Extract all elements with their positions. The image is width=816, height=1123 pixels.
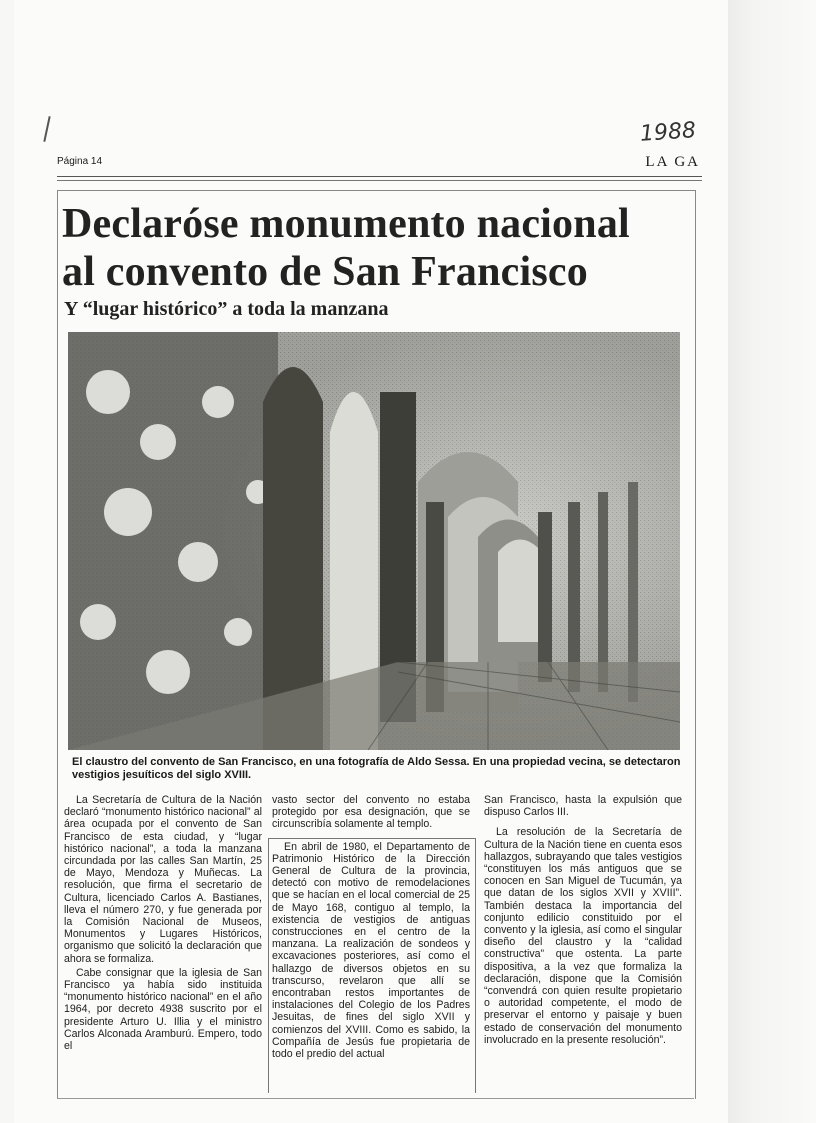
article-body <box>64 794 684 1094</box>
handwritten-year: 1988 <box>639 118 697 147</box>
bottom-rule <box>57 1098 694 1099</box>
paragraph: San Francisco, hasta la expulsión que dispuso Carlos III. <box>484 794 682 819</box>
headline-line-2: al convento de San Francisco <box>62 249 588 295</box>
text-column-2 <box>272 794 470 1062</box>
page-number: Página 14 <box>57 156 103 167</box>
paragraph: vasto sector del convento no estaba protegido por esa designación, que se circunscribía solamente al templo. <box>272 794 470 831</box>
text-column-3 <box>484 794 682 1048</box>
paragraph: En abril de 1980, el Departamento de Patrimonio Histórico de la Dirección General de Cultura de la provincia, detectó con motivo de remodelaciones que se hacían en el local comercial de 25 de Mayo 168, contiguo al templo, la existencia de vestigios de antiguas construcciones en el centro de la manzana. La realización de sondeos y excavaciones posteriores, así como el hallazgo de diversos objetos en su transcurso, revelaron que allí se encontraban restos importantes de instalaciones del Colegio de los Padres Jesuitas, de fines del siglo XVII y comienzos del XVIII. Como es sabido, la Compañía de Jesús fue propietaria de todo el predio del actual <box>272 840 470 1061</box>
paragraph: La resolución de la Secretaría de Cultura de la Nación tiene en cuenta esos hallazgos, subrayando que tales vestigios “constituyen los más antiguos que se conocen en San Miguel de Tucumán, ya que datan de los siglos XVII y XVIII”. También destaca la importancia del conjunto edilicio constituido por el convento y la iglesia, así como el singular diseño del claustro y la “calidad constructiva” que ostenta. La parte dispositiva, a la vez que formaliza la declaración, dispone que la Comisión “convendrá con quien resulte propietario o autoridad competente, el modo de preservar el entorno y paisaje y buen estado de conservación del monumento involucrado en la presente resolución”. <box>484 826 682 1046</box>
article-headline <box>62 200 692 296</box>
text-column-1 <box>64 794 262 1054</box>
cloister-photo-drawing <box>68 332 680 750</box>
cloister-photo <box>68 332 680 750</box>
photo-caption: El claustro del convento de San Francisco, en una fotografía de Aldo Sessa. En una propiedad vecina, se detectaron vestigios jesuíticos del siglo XVIII. <box>72 756 681 781</box>
paragraph: Cabe consignar que la iglesia de San Francisco ya había sido instituida “monumento histórico nacional” en el año 1964, por decreto 4938 suscrito por el presidente Arturo U. Illia y el ministro Carlos Alconada Aramburú. Empero, todo el <box>64 966 262 1053</box>
header-rule <box>57 180 702 181</box>
newspaper-name: LA GA <box>645 154 700 170</box>
headline-line-1: Declaróse monumento nacional <box>62 201 630 247</box>
article-subheadline: Y “lugar histórico” a toda la manzana <box>64 298 389 320</box>
paragraph: La Secretaría de Cultura de la Nación declaró “monumento histórico nacional” al área ocupada por el convento de San Francisco de esta ciudad, y “lugar histórico nacional”, a toda la manzana circundada por las calles San Martín, 25 de Mayo, Mendoza y Muñecas. La resolución, que firma el secretario de Cultura, licenciado Carlos A. Bastianes, lleva el número 270, y fue generada por la Comisión Nacional de Museos, Monumentos y Lugares Históricos, organismo que solicitó la declaración que ahora se formaliza. <box>64 794 262 965</box>
scan-edge-shadow <box>728 0 816 1123</box>
page-header <box>57 152 702 177</box>
